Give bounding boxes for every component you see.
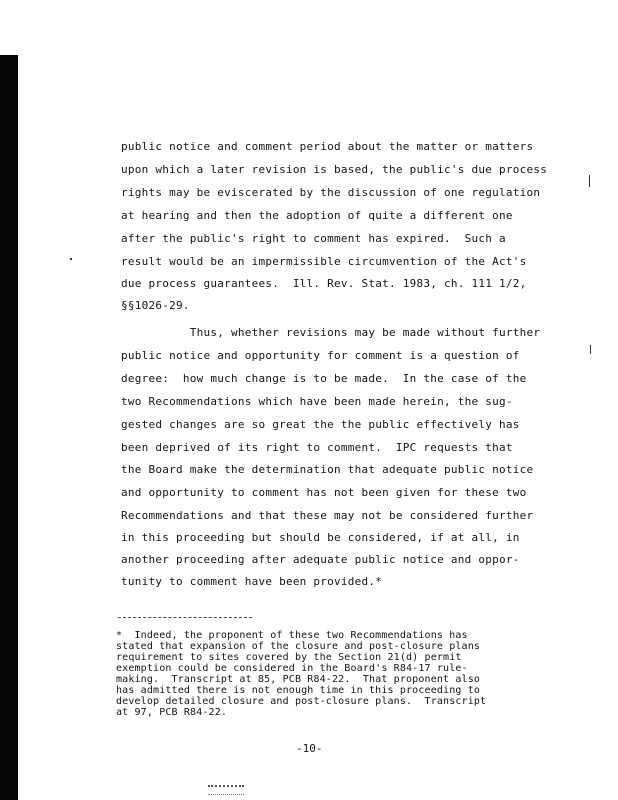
page-number: -10-: [296, 742, 323, 755]
body-text-line: at hearing and then the adoption of quite a different one: [121, 209, 513, 222]
footnote-text-line: exemption could be considered in the Board's R84-17 rule-: [116, 663, 468, 674]
body-text-line: the Board make the determination that adequate public notice: [121, 463, 534, 476]
body-text-line: public notice and opportunity for comment is a question of: [121, 349, 520, 362]
body-text-line: public notice and comment period about the matter or matters: [121, 140, 534, 153]
body-text-line: another proceeding after adequate public notice and oppor-: [121, 553, 520, 566]
footnote-text-line: has admitted there is not enough time in this proceeding to: [116, 685, 481, 696]
body-text-line: upon which a later revision is based, the public's due process: [121, 163, 548, 176]
body-text-line: after the public's right to comment has expired. Such a: [121, 232, 506, 245]
body-text-line: due process guarantees. Ill. Rev. Stat. 1983, ch. 111 1/2,: [121, 277, 527, 290]
scan-border: [0, 55, 18, 800]
scan-speck: [590, 345, 591, 354]
footnote-text-line: develop detailed closure and post-closure plans. Transcript: [116, 696, 487, 707]
body-text-line: Thus, whether revisions may be made without further: [121, 326, 541, 339]
footnote-text-line: requirement to sites covered by the Section 21(d) permit: [116, 652, 462, 663]
body-text-line: two Recommendations which have been made herein, the sug-: [121, 395, 513, 408]
body-text-line: gested changes are so great the the public effectively has: [121, 418, 520, 431]
body-text-line: result would be an impermissible circumvention of the Act's: [121, 255, 527, 268]
footnote-divider: [118, 617, 252, 618]
footnote-text-line: stated that expansion of the closure and post-closure plans: [116, 641, 481, 652]
body-text-line: §§1026-29.: [121, 299, 190, 312]
body-text-line: degree: how much change is to be made. In the case of the: [121, 372, 527, 385]
scan-artifact: [208, 785, 244, 795]
footnote-text-line: * Indeed, the proponent of these two Recommendations has: [116, 630, 468, 641]
body-text-line: been deprived of its right to comment. IPC requests that: [121, 441, 513, 454]
body-text-line: rights may be eviscerated by the discussion of one regulation: [121, 186, 541, 199]
scan-speck: [70, 258, 72, 260]
scan-speck: [589, 175, 590, 187]
body-text-line: tunity to comment have been provided.*: [121, 575, 383, 588]
footnote-text-line: making. Transcript at 85, PCB R84-22. That proponent also: [116, 674, 481, 685]
body-text-line: Recommendations and that these may not be considered further: [121, 509, 534, 522]
body-text-line: and opportunity to comment has not been given for these two: [121, 486, 527, 499]
footnote-text-line: at 97, PCB R84-22.: [116, 707, 228, 718]
body-text-line: in this proceeding but should be considered, if at all, in: [121, 531, 520, 544]
